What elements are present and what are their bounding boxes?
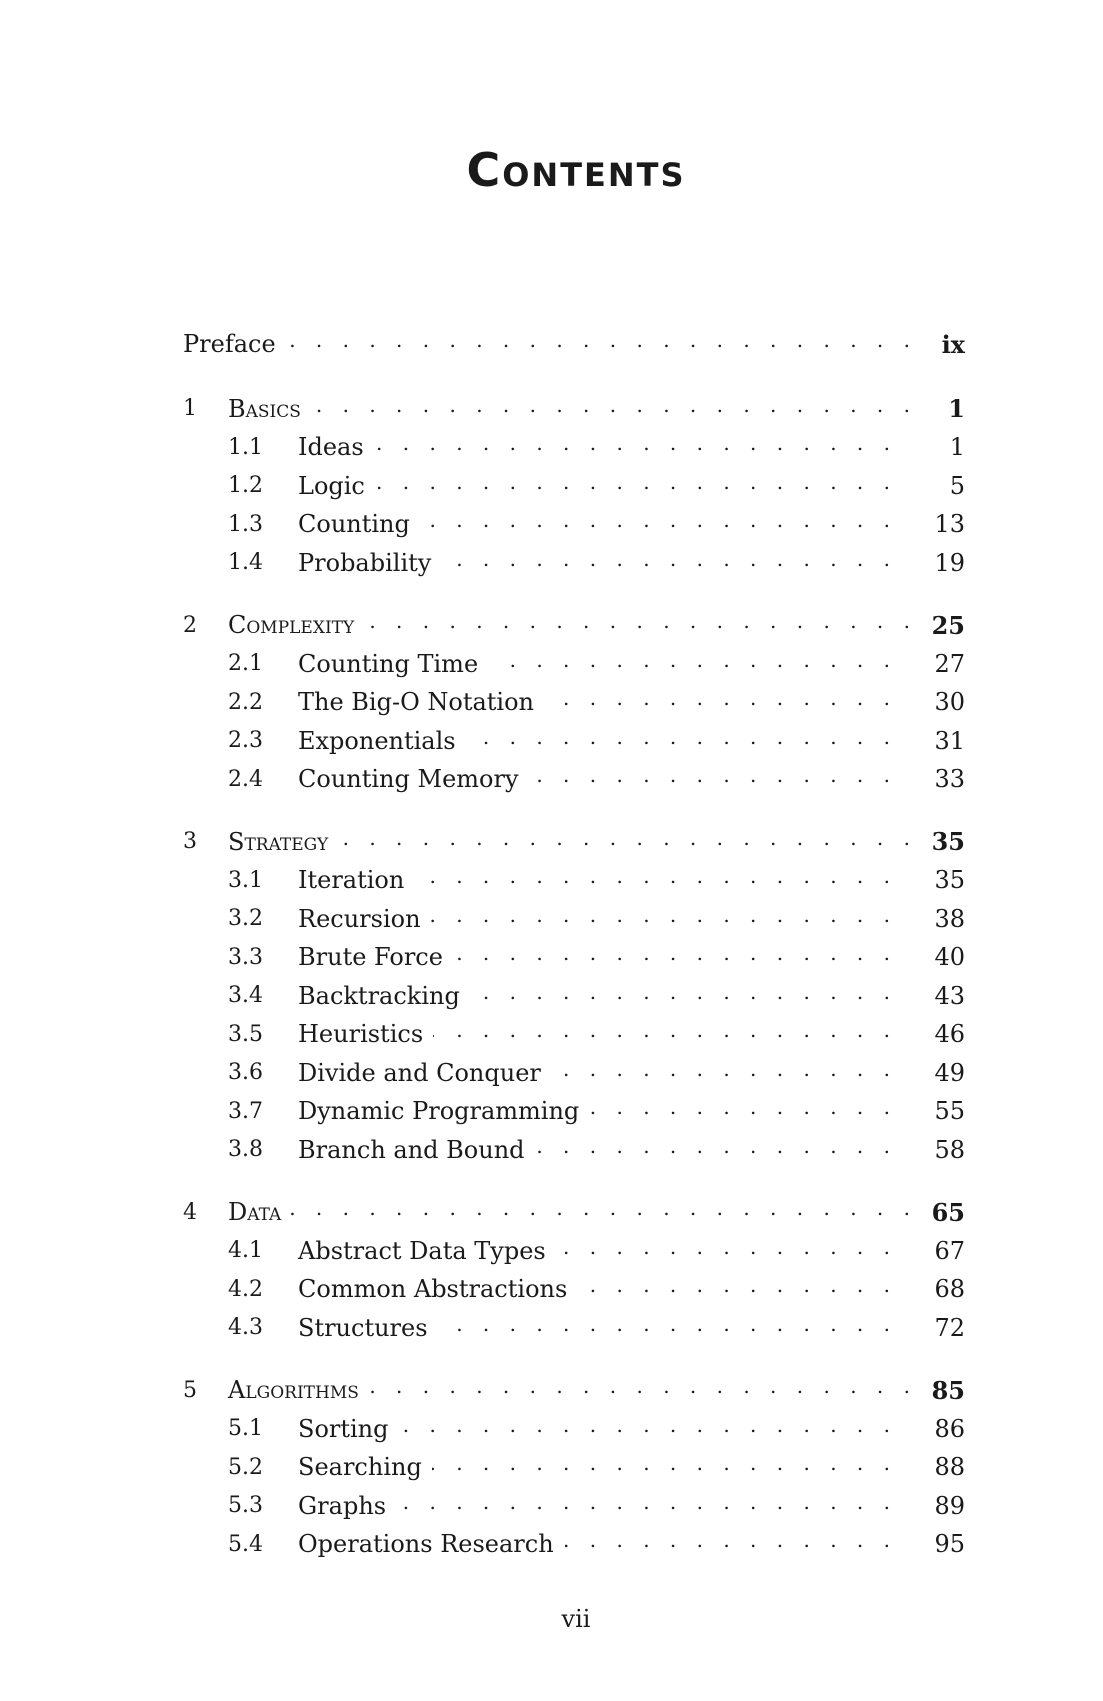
toc-entry-number: 3.6 xyxy=(228,1060,263,1086)
toc-entry-title: Ideas xyxy=(298,433,364,462)
toc-entry-number: 4.3 xyxy=(228,1315,263,1341)
page-title: Contents xyxy=(466,143,686,197)
toc-entry-title: Basics xyxy=(228,394,301,423)
toc-section[interactable] xyxy=(183,1092,965,1131)
toc-entry-number: 2.1 xyxy=(228,651,263,677)
toc-entry-page: 86 xyxy=(934,1414,965,1443)
dot-leader xyxy=(438,1316,897,1340)
toc-section[interactable] xyxy=(183,722,965,761)
toc-entry-title: Operations Research xyxy=(298,1530,554,1559)
toc-entry-title: Dynamic Programming xyxy=(298,1097,580,1126)
dot-leader xyxy=(369,1378,917,1402)
toc-section[interactable] xyxy=(183,467,965,506)
toc-entry-title: Graphs xyxy=(298,1491,387,1520)
toc-entry-title: Probability xyxy=(298,548,432,577)
toc-entry-preface[interactable] xyxy=(183,325,965,364)
toc-chapter-5[interactable] xyxy=(183,1371,965,1410)
toc-entry-number: 3 xyxy=(183,829,197,855)
toc-section[interactable] xyxy=(183,760,965,799)
dot-leader xyxy=(375,474,897,498)
toc-entry-number: 3.4 xyxy=(228,983,263,1009)
chapter-list xyxy=(183,390,965,1564)
toc-section[interactable] xyxy=(183,1487,965,1526)
toc-section[interactable] xyxy=(183,1410,965,1449)
dot-leader xyxy=(470,984,897,1008)
toc-entry-page: 35 xyxy=(931,827,965,857)
toc-entry-page: 88 xyxy=(934,1453,965,1482)
toc-entry-page: 85 xyxy=(931,1375,965,1405)
toc-entry-title: Branch and Bound xyxy=(298,1135,525,1164)
toc-entry-title: Counting Time xyxy=(298,649,479,678)
toc-entry-page: 55 xyxy=(934,1097,965,1126)
toc-section[interactable] xyxy=(183,505,965,544)
toc-chapter-4[interactable] xyxy=(183,1193,965,1232)
toc-entry-number: 1.3 xyxy=(228,511,263,537)
page-number: vii xyxy=(561,1605,591,1633)
toc-entry-title: Heuristics xyxy=(298,1020,424,1049)
toc-entry-page: 33 xyxy=(934,765,965,794)
dot-leader xyxy=(364,613,917,637)
toc-section[interactable] xyxy=(183,1054,965,1093)
dot-leader xyxy=(432,1455,897,1479)
toc-entry-page: 95 xyxy=(934,1530,965,1559)
toc-section[interactable] xyxy=(183,1309,965,1348)
dot-leader xyxy=(488,652,897,676)
toc-entry-page: 35 xyxy=(934,866,965,895)
toc-section[interactable] xyxy=(183,900,965,939)
toc-entry-title: Sorting xyxy=(298,1414,389,1443)
toc-entry-number: 4 xyxy=(183,1199,197,1225)
toc-entry-page: 49 xyxy=(934,1058,965,1087)
toc-entry-page: 38 xyxy=(934,904,965,933)
toc-entry-title: Algorithms xyxy=(228,1376,359,1405)
toc-entry-number: 3.7 xyxy=(228,1098,263,1124)
dot-leader xyxy=(374,435,897,459)
toc-section[interactable] xyxy=(183,861,965,900)
dot-leader xyxy=(291,1200,917,1224)
toc-entry-title: Recursion xyxy=(298,904,421,933)
toc-entry-title: Strategy xyxy=(228,827,329,856)
toc-entry-title: Common Abstractions xyxy=(298,1275,568,1304)
dot-leader xyxy=(577,1277,897,1301)
dot-leader xyxy=(466,729,897,753)
dot-leader xyxy=(311,397,917,421)
toc-entry-title: Exponentials xyxy=(298,726,456,755)
toc-section[interactable] xyxy=(183,1232,965,1271)
toc-entry-number: 2 xyxy=(183,612,197,638)
toc-entry-title: Abstract Data Types xyxy=(298,1236,546,1265)
toc-entry-number: 5 xyxy=(183,1377,197,1403)
toc-entry-title: Divide and Conquer xyxy=(298,1058,541,1087)
toc-entry-title: Structures xyxy=(298,1313,428,1342)
toc-entry-page: 68 xyxy=(934,1275,965,1304)
toc-entry-page: 25 xyxy=(931,610,965,640)
toc-entry-number: 3.3 xyxy=(228,944,263,970)
toc-entry-number: 4.1 xyxy=(228,1238,263,1264)
toc-entry-page: 67 xyxy=(934,1236,965,1265)
dot-leader xyxy=(286,332,917,356)
toc-entry-title: Complexity xyxy=(228,611,355,640)
toc-section[interactable] xyxy=(183,683,965,722)
toc-entry-page: 30 xyxy=(934,688,965,717)
dot-leader xyxy=(544,690,897,714)
dot-leader xyxy=(431,907,897,931)
toc-entry-number: 3.8 xyxy=(228,1137,263,1163)
toc-section[interactable] xyxy=(183,977,965,1016)
toc-entry-page: 19 xyxy=(934,548,965,577)
dot-leader xyxy=(535,1138,897,1162)
chapter-group xyxy=(183,390,965,583)
toc-section[interactable] xyxy=(183,645,965,684)
toc-section[interactable] xyxy=(183,1525,965,1564)
toc-entry-page: 72 xyxy=(934,1313,965,1342)
toc-entry-page: 5 xyxy=(949,471,965,500)
toc-entry-page: 89 xyxy=(934,1491,965,1520)
toc-entry-page: 31 xyxy=(934,726,965,755)
chapter-group xyxy=(183,1371,965,1564)
dot-leader xyxy=(589,1099,897,1123)
dot-leader xyxy=(564,1532,897,1556)
toc-entry-number: 2.4 xyxy=(228,766,263,792)
dot-leader xyxy=(396,1494,897,1518)
toc-entry-number: 5.1 xyxy=(228,1416,263,1442)
toc-entry-number: 1.1 xyxy=(228,434,263,460)
dot-leader xyxy=(551,1061,897,1085)
toc-entry-title: Searching xyxy=(298,1453,422,1482)
toc-entry-number: 4.2 xyxy=(228,1276,263,1302)
dot-leader xyxy=(420,512,897,536)
toc-entry-page: 13 xyxy=(934,510,965,539)
toc-entry-number: 1.4 xyxy=(228,550,263,576)
dot-leader xyxy=(441,551,897,575)
chapter-group xyxy=(183,606,965,799)
toc-section[interactable] xyxy=(183,428,965,467)
toc-entry-title: Logic xyxy=(298,471,365,500)
toc-entry-title: Data xyxy=(228,1198,282,1227)
chapter-group xyxy=(183,1193,965,1347)
toc-entry-title: The Big-O Notation xyxy=(298,688,535,717)
toc-entry-page: 27 xyxy=(934,649,965,678)
toc-entry-number: 2.3 xyxy=(228,728,263,754)
toc-entry-number: 1 xyxy=(183,396,197,422)
toc-section[interactable] xyxy=(183,1448,965,1487)
dot-leader xyxy=(453,945,897,969)
toc-section[interactable] xyxy=(183,938,965,977)
toc-chapter-1[interactable] xyxy=(183,390,965,429)
toc-section[interactable] xyxy=(183,1270,965,1309)
toc-entry-page: 40 xyxy=(934,943,965,972)
table-of-contents xyxy=(183,325,965,1588)
dot-leader xyxy=(556,1239,897,1263)
toc-entry-title: Counting xyxy=(298,510,410,539)
toc-entry-number: 3.1 xyxy=(228,867,263,893)
toc-entry-number: 5.2 xyxy=(228,1454,263,1480)
chapter-group xyxy=(183,823,965,1170)
toc-entry-title: Iteration xyxy=(298,866,405,895)
toc-section[interactable] xyxy=(183,1131,965,1170)
dot-leader xyxy=(529,767,897,791)
toc-entry-page: 58 xyxy=(934,1135,965,1164)
toc-entry-page: 1 xyxy=(949,433,965,462)
toc-entry-number: 5.3 xyxy=(228,1493,263,1519)
toc-entry-page: ix xyxy=(941,329,965,359)
toc-chapter-3[interactable] xyxy=(183,823,965,862)
toc-entry-page: 65 xyxy=(931,1197,965,1227)
toc-entry-title: Counting Memory xyxy=(298,765,519,794)
toc-chapter-2[interactable] xyxy=(183,606,965,645)
dot-leader xyxy=(399,1417,897,1441)
toc-entry-page: 46 xyxy=(934,1020,965,1049)
toc-entry-page: 43 xyxy=(934,981,965,1010)
toc-entry-number: 1.2 xyxy=(228,473,263,499)
toc-section[interactable] xyxy=(183,1015,965,1054)
toc-entry-page: 1 xyxy=(948,394,965,424)
toc-entry-title: Brute Force xyxy=(298,943,443,972)
toc-entry-title: Preface xyxy=(183,330,276,359)
toc-entry-number: 3.5 xyxy=(228,1021,263,1047)
toc-entry-number: 5.4 xyxy=(228,1531,263,1557)
toc-entry-number: 3.2 xyxy=(228,906,263,932)
toc-entry-title: Backtracking xyxy=(298,981,460,1010)
dot-leader xyxy=(414,868,897,892)
dot-leader xyxy=(338,830,917,854)
dot-leader xyxy=(433,1022,897,1046)
toc-entry-number: 2.2 xyxy=(228,689,263,715)
toc-section[interactable] xyxy=(183,544,965,583)
